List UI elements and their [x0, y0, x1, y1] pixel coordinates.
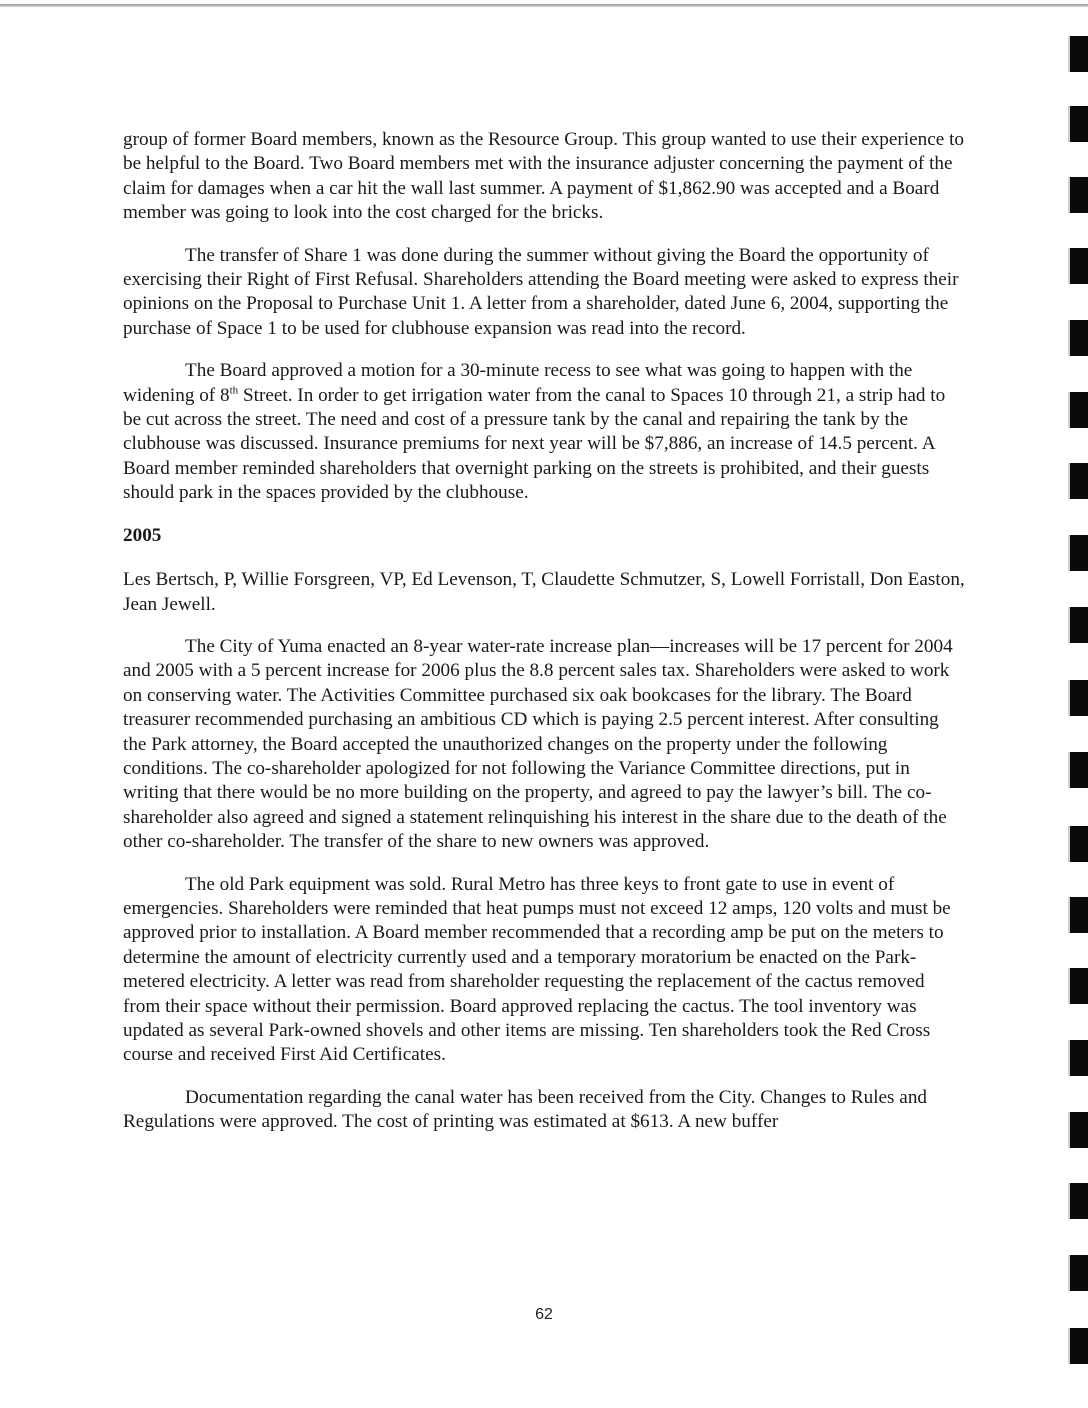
binding-hole — [1068, 1328, 1088, 1364]
binding-hole — [1068, 607, 1088, 643]
binding-hole — [1068, 968, 1088, 1004]
binding-hole — [1068, 897, 1088, 933]
document-page — [123, 128, 965, 1153]
binding-hole — [1068, 752, 1088, 788]
binding-hole — [1068, 392, 1088, 428]
ordinal-suffix: th — [229, 384, 239, 397]
scan-top-edge — [0, 4, 1088, 7]
binding-hole — [1068, 36, 1088, 72]
binding-hole — [1068, 106, 1088, 142]
binding-hole — [1068, 535, 1088, 571]
officers-list: Les Bertsch, P, Willie Forsgreen, VP, Ed Levenson, T, Claudette Schmutzer, S, Lowell Forristall, Don Easton, Jean Jewell. — [123, 569, 965, 615]
binding-hole — [1068, 1112, 1088, 1148]
paragraph-recess — [123, 359, 965, 505]
binding-hole — [1068, 320, 1088, 356]
paragraph-equipment: The old Park equipment was sold. Rural Metro has three keys to front gate to use in event of emergencies. Shareholders were reminded that heat pumps must not exceed 12 amps, 120 volts and must be approved prior to installation. A Board member recommended that a recording amp be put on the meters to determine the amount of electricity currently used and a temporary moratorium be enacted on the Park-metered electricity. A letter was read from shareholder requesting the replacement of the cactus removed from their space without their permission. Board approved replacing the cactus. The tool inventory was updated as several Park-owned shovels and other items are missing. Ten shareholders took the Red Cross course and received First Aid Certificates. — [123, 873, 951, 1066]
recess-text-end: Street. In order to get irrigation water from the canal to Spaces 10 through 21, a strip had to be cut across the street. The need and cost of a pressure tank by the canal and repairing the tank by the clubhouse was discussed. Insurance premiums for next year will be $7,886, an increase of 14.5 percent. A Board member reminded shareholders that overnight parking on the streets is prohibited, and their guests should park in the spaces provided by the clubhouse. — [123, 384, 946, 504]
paragraph-share-transfer: The transfer of Share 1 was done during the summer without giving the Board the opportunity of exercising their Right of First Refusal. Shareholders attending the Board meeting were asked to express their opinions on the Proposal to Purchase Unit 1. A letter from a shareholder, dated June 6, 2004, supporting the purchase of Space 1 to be used for clubhouse expansion was read into the record. — [123, 244, 959, 339]
paragraph-water-rates: The City of Yuma enacted an 8-year water-rate increase plan—increases will be 17 percent for 2004 and 2005 with a 5 percent increase for 2006 plus the 8.8 percent sales tax. Shareholders were asked to work on conserving water. The Activities Committee purchased six oak bookcases for the library. The Board treasurer recommended purchasing an ambitious CD which is paying 2.5 percent interest. After consulting the Park attorney, the Board accepted the unauthorized changes on the property under the following conditions. The co-shareholder apologized for not following the Variance Committee directions, put in writing that there would be no more building on the property, and agreed to pay the lawyer’s bill. The co-shareholder also agreed and signed a statement relinquishing his interest in the share due to the death of the other co-shareholder. The transfer of the share to new owners was approved. — [123, 635, 953, 853]
binding-hole — [1068, 1040, 1088, 1076]
page-number: 62 — [535, 1306, 553, 1323]
binding-hole — [1068, 248, 1088, 284]
binding-hole — [1068, 1255, 1088, 1291]
binding-hole — [1068, 177, 1088, 213]
paragraph-resource-group: group of former Board members, known as the Resource Group. This group wanted to use their experience to be helpful to the Board. Two Board members met with the insurance adjuster concerning the payment of the claim for damages when a car hit the wall last summer. A payment of $1,862.90 was accepted and a Board member was going to look into the cost charged for the bricks. — [123, 129, 964, 224]
binding-hole — [1068, 463, 1088, 499]
binding-hole — [1068, 1183, 1088, 1219]
recess-text-start: The Board approved a motion for a 30-minute recess to see what was going to happen with the widening of 8 — [123, 360, 913, 406]
year-heading: 2005 — [123, 524, 162, 546]
binding-hole — [1068, 826, 1088, 862]
paragraph-documentation: Documentation regarding the canal water has been received from the City. Changes to Rules and Regulations were approved. The cost of printing was estimated at $613. A new buffer — [123, 1086, 928, 1133]
binding-hole — [1068, 680, 1088, 716]
